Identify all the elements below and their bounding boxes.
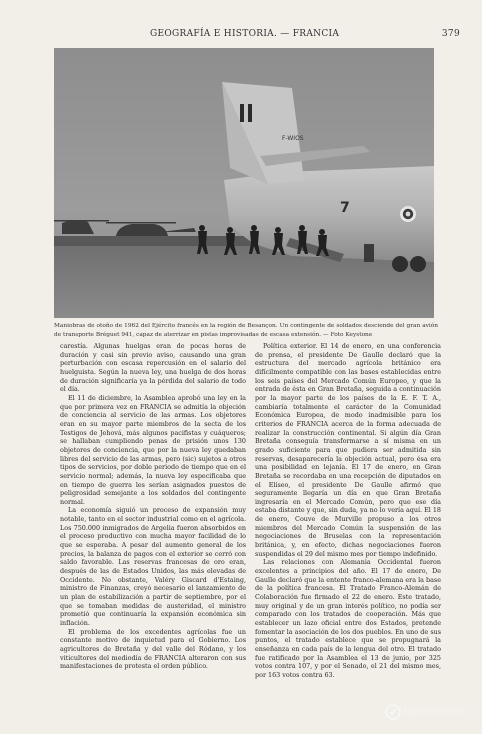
watermark-text: todocoleccion xyxy=(403,707,466,717)
photo-illustration xyxy=(54,48,434,318)
paragraph: Política exterior. El 14 de enero, en una conferencia de prensa, el presidente De Gaulle declaró que la estructura del mercado agrícola británico era difícilmente compatible con las bases establecidas entre los seis países del Mercado Común Europeo, y que la entrada de ésta en Gran Bretaña, seguida a continuación por la mayor parte de los países de la E. F. T. A., cambiaría totalmente el carácter de la Comunidad Económica Europea, de modo inadmisible para los criterios de FRANCIA acerca de la forma adecuada de realizar la construcción continental. Si algún día Gran Bretaña conseguía transformarse a sí misma en un grado suficiente para que pudiera ser admitida sin reservas, desaparecería la objeción actual, pero ésa era una posibilidad en lejanía. El 17 de enero, en Gran Bretaña se recordaba en una recepción de diputados en el Elíseo, el presidente De Gaulle afirmó que seguramente llegaría un día en que Gran Bretaña ingresaría en el Mercado Común, pero que ese día estaba distante y que, sin duda, ya no lo vería aquí. El 18 de enero, Couve de Murville propuso a los otros miembros del Mercado Común la suspensión de las negociaciones de Bruselas con la representación británica, y, en efecto, dichas negociaciones fueron suspendidas el 29 del mismo mes por tiempo indefinido. xyxy=(255,342,441,558)
watermark-logo-icon xyxy=(385,704,401,720)
paragraph: carestía. Algunas huelgas eran de pocas horas de duración y casi sin previo aviso, causando una gran perturbación con escasa repercusión en el salario del huelguista. Según la nueva ley, una huelga de dos horas de duración significaría ya la pérdida del salario de todo el día. xyxy=(60,342,246,394)
photo-aircraft-troops xyxy=(54,48,434,318)
photo-caption: Maniobras de otoño de 1962 del Ejército francés en la región de Besançon. Un contingente de soldados desciende del gran avión de transporte Bréguet 941, capaz de aterrizar en pistas improvisadas de escasa extensión. — Foto Keystone xyxy=(54,323,438,338)
paragraph: El 11 de diciembre, la Asamblea aprobó una ley en la que por primera vez en FRANCIA se admitía la objeción de conciencia al servicio de las armas. Los objetores eran en su mayor parte miembros de la secta de los Testigos de Jehová, más algunos pacifistas y cuáqueros; se hallaban cumpliendo penas de prisión unos 130 objetores de conciencia, que por la nueva ley quedaban libres del servicio de las armas, pero (sic) sujetos a otros tipos de servicios, por doble periodo de tiempo que en el servicio normal; además, la nueva ley especificaba que en tiempo de guerra les serían asignados puestos de peligrosidad semejante a los soldados del contingente normal. xyxy=(60,393,246,506)
paragraph: El problema de los excedentes agrícolas fue un constante motivo de inquietud para el Gobierno. Los agricultores de Bretaña y del valle del Ródano, y los viticultores del mediodía de FRANCIA alteraron con sus manifestaciones de protesta el orden público. xyxy=(60,627,246,671)
running-header xyxy=(150,29,460,43)
left-column xyxy=(60,342,246,671)
tail-code: F-WIOS xyxy=(282,135,304,142)
tail-digit: 7 xyxy=(340,200,350,216)
paragraph: Las relaciones con Alemania Occidental fueron excelentes a principios del año. El 17 de enero, De Gaulle declaró que la entente franco-alemana era la base de la política francesa. El Tratado Franco-Alemán de Colaboración fue firmado el 22 de enero. Este tratado, muy original y de un gran interés político, no podía ser comparado con los tratados de cooperación. Más que establecer un lazo oficial entre dos Estados, pretende fomentar la asociación de los dos pueblos. En uno de sus puntos, el tratado establece que se propugnará la enseñanza en cada país de la lengua del otro. El tratado fue ratificado por la Asamblea el 13 de junio, por 325 votos contra 107, y por el Senado, el 21 del mismo mes, por 163 votos contra 63. xyxy=(255,558,441,679)
running-title: GEOGRAFÍA E HISTORIA. — FRANCIA xyxy=(150,29,340,39)
paragraph: La economía siguió un proceso de expansión muy notable, tanto en el sector industrial como en el agrícola. Los 750.000 inmigrados de Argelia fueron absorbidos en el proceso productivo con mucha mayor facilidad de lo que se esperaba. A pesar del aumento general de los precios, la balanza de pagos con el exterior se cerró con saldo favorable. Las reservas francesas de oro eran, después de las de Estados Unidos, las más elevadas de Occidente. No obstante, Valéry Giscard d'Estaing, ministro de Finanzas, creyó necesario el lanzamiento de un plan de estabilización a partir de septiembre, por el que se tomaban medidas de austeridad, el ministro prometió que continuaría la expansión económica sin inflación. xyxy=(60,506,246,627)
watermark xyxy=(385,704,466,720)
right-column xyxy=(255,342,441,680)
page-number: 379 xyxy=(441,29,460,39)
